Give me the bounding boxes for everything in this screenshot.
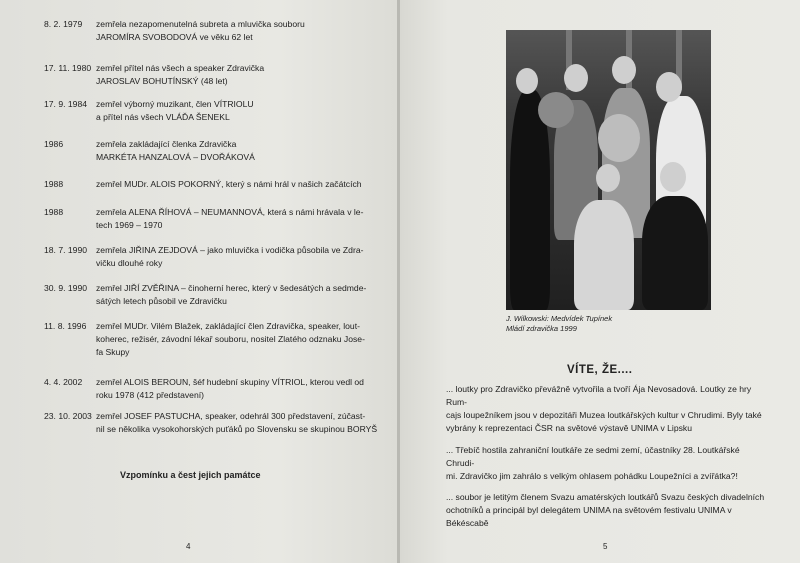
entry-line: zemřel přítel nás všech a speaker Zdravička — [96, 63, 265, 73]
paragraph-line: vybrány k reprezentaci ČSR na světové výstavě UNIMA v Lipsku — [446, 423, 692, 433]
teddy-bear-puppet — [538, 92, 574, 128]
left-page — [0, 0, 398, 563]
entry-line: zemřel výborný muzikant, člen VÍTRIOLU — [96, 99, 254, 109]
entry-line: zemřela JIŘINA ZEJDOVÁ – jako mluvička i vodička působila ve Zdra- — [96, 245, 364, 255]
entry-text — [96, 376, 396, 402]
fact-paragraph — [446, 383, 766, 435]
entry-line: JAROSLAV BOHUTÍNSKÝ (48 let) — [96, 76, 228, 86]
paragraph-line: ... loutky pro Zdravičko převážně vytvořila a tvoří Ája Nevosadová. Loutky ze hry Rum- — [446, 384, 752, 407]
person-face — [656, 72, 682, 102]
person-face — [564, 64, 588, 92]
entry-text — [96, 410, 396, 436]
entry-date: 4. 4. 2002 — [44, 377, 83, 387]
entry-date: 30. 9. 1990 — [44, 283, 88, 293]
entry-line: zemřel JIŘÍ ZVĚŘINA – činoherní herec, který v šedesátých a sedmde- — [96, 283, 367, 293]
person-face — [660, 162, 686, 192]
paragraph-line: cajs loupežníkem jsou v depozitáři Muzea loutkářských kultur v Chrudimi. Byly také — [446, 410, 762, 420]
entry-text — [96, 206, 396, 232]
entry-date: 1988 — [44, 207, 64, 217]
paragraph-line: ochotníků a principál byl delegátem UNIMA na světovém festivalu UNIMA v Békéscabě — [446, 505, 732, 528]
entry-line: zemřel MUDr. Vilém Blažek, zakládající člen Zdravička, speaker, lout- — [96, 321, 360, 331]
person-figure — [574, 200, 634, 310]
entry-line: zemřel JOSEF PASTUCHA, speaker, odehrál 300 představení, zúčast- — [96, 411, 366, 421]
entry-line: roku 1978 (412 představení) — [96, 390, 204, 400]
entry-date: 17. 9. 1984 — [44, 99, 88, 109]
paragraph-line: mi. Zdravičko jim zahrálo s velkým ohlasem pohádku Loupežníci a zvířátka?! — [446, 471, 738, 481]
entry-line: zemřel ALOIS BEROUN, šéf hudební skupiny VÍTRIOL, kterou vedl od — [96, 377, 364, 387]
entry-line: zemřel MUDr. ALOIS POKORNÝ, který s námi hrál v našich začátcích — [96, 179, 362, 189]
entry-line: zemřela ALENA ŘÍHOVÁ – NEUMANNOVÁ, která s námi hrávala v le- — [96, 207, 364, 217]
entry-line: vičku dlouhé roky — [96, 258, 163, 268]
entry-line: MARKÉTA HANZALOVÁ – DVOŘÁKOVÁ — [96, 152, 255, 162]
entry-date: 11. 8. 1996 — [44, 321, 87, 331]
caption-line: J. Wilkowski: Medvídek Tupínek — [506, 314, 613, 323]
entry-line: nil se několika vysokohorských puťáků po Slovensku se skupinou BORYŠ — [96, 424, 378, 434]
page-number-left: 4 — [186, 542, 191, 551]
paragraph-line: ... Třebíč hostila zahraniční loutkáře ze sedmi zemí, účastníky 28. Loutkářské Chrudi- — [446, 445, 740, 468]
entry-date: 17. 11. 1980 — [44, 63, 92, 73]
entry-line: fa Skupy — [96, 347, 130, 357]
entry-line: zemřela zakládající členka Zdravička — [96, 139, 237, 149]
entry-text — [96, 178, 396, 191]
entry-text — [96, 98, 396, 124]
entry-text — [96, 244, 396, 270]
entry-date: 8. 2. 1979 — [44, 19, 83, 29]
person-face — [612, 56, 636, 84]
group-photo — [506, 30, 711, 310]
person-face — [596, 164, 620, 192]
entry-line: sátých letech působil ve Zdravičku — [96, 296, 227, 306]
entry-line: zemřela nezapomenutelná subreta a mluvička souboru — [96, 19, 305, 29]
person-face — [516, 68, 538, 94]
entry-text — [96, 282, 396, 308]
page-number-right: 5 — [603, 542, 608, 551]
mouse-puppet — [598, 114, 640, 162]
person-figure — [642, 196, 708, 310]
entry-text — [96, 320, 396, 359]
entry-date: 23. 10. 2003 — [44, 411, 92, 421]
entry-date: 1986 — [44, 139, 64, 149]
entry-line: JAROMÍRA SVOBODOVÁ ve věku 62 let — [96, 32, 253, 42]
section-heading: VÍTE, ŽE.... — [567, 364, 633, 376]
photo-caption — [506, 314, 612, 334]
entry-date: 18. 7. 1990 — [44, 245, 88, 255]
entry-date: 1988 — [44, 179, 64, 189]
closing-line: Vzpomínku a čest jejich památce — [120, 470, 261, 480]
caption-line: Mládí zdravička 1999 — [506, 324, 577, 333]
fact-paragraph — [446, 444, 766, 483]
fact-paragraph — [446, 491, 766, 530]
paragraph-line: ... soubor je letitým členem Svazu amatérských loutkářů Svazu českých divadelních — [446, 492, 765, 502]
entry-text — [96, 138, 396, 164]
entry-line: tech 1969 – 1970 — [96, 220, 163, 230]
entry-text — [96, 18, 396, 44]
entry-text — [96, 62, 396, 88]
entry-line: a přítel nás všech VLÁĎA ŠENEKL — [96, 112, 230, 122]
entry-line: koherec, režisér, závodní lékař souboru, nositel Zlatého odznaku Jose- — [96, 334, 365, 344]
